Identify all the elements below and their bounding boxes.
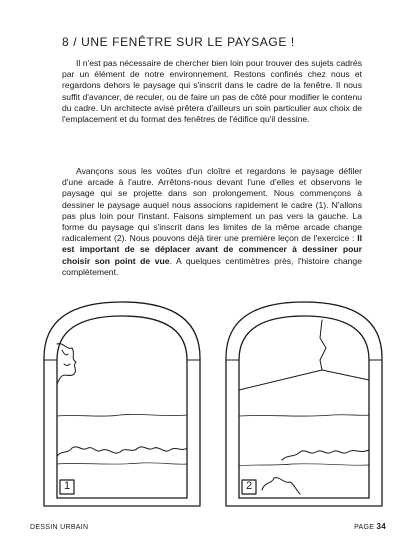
footer-page-number (354, 522, 386, 531)
figure-1-label: 1 (64, 480, 71, 492)
footer-book-title: DESSIN URBAIN (30, 524, 89, 531)
page-prefix: PAGE (354, 524, 375, 531)
paragraph-2-start: Avançons sous les voûtes d'un cloître et regardons le paysage défiler d'une arcade à l'autre. Arrêtons-nous devant l'une d'elles et observons le paysage qui se projette dans son prolongement. Nous commençons à dessiner le paysage auquel nous associons rapidement le cadre (1). N'allons pas plus loin pour l'instant. Faisons simplement un pas vers la gauche. La forme du paysage qui s'inscrit dans les limites de la même arcade change radicalement (2). Nous pouvons déjà tirer une première leçon de l'exercice : (62, 166, 362, 244)
figure-2-label: 2 (246, 480, 253, 492)
paragraph-2-end: . A quelques centimètres près, l'histoire change complètement. (62, 255, 362, 277)
arcade-sketch-2 (222, 298, 386, 510)
paragraph-2-bold: Il est important de se déplacer avant de commencer à dessiner pour choisir son point de vue (62, 233, 363, 266)
arcade-sketch-1 (40, 298, 204, 510)
page-number: 34 (376, 522, 386, 531)
paragraph-1: Il n'est pas nécessaire de chercher bien loin pour trouver des sujets cadrés par un élément de notre environnement. Restons confinés chez nous et regardons dehors le paysage qui s'inscrit dans le cadre de la fenêtre. Il nous suffit d'avancer, de reculer, ou de faire un pas de côté pour modifier le contenu du cadre. Un architecte avisé prêtera d'ailleurs un soin particulier aux choix de l'emplacement et du format des fenêtres de l'édifice qu'il dessine. (62, 58, 362, 125)
section-title: 8 / UNE FENÊTRE SUR LE PAYSAGE ! (62, 35, 295, 49)
paragraph-2 (62, 166, 362, 278)
